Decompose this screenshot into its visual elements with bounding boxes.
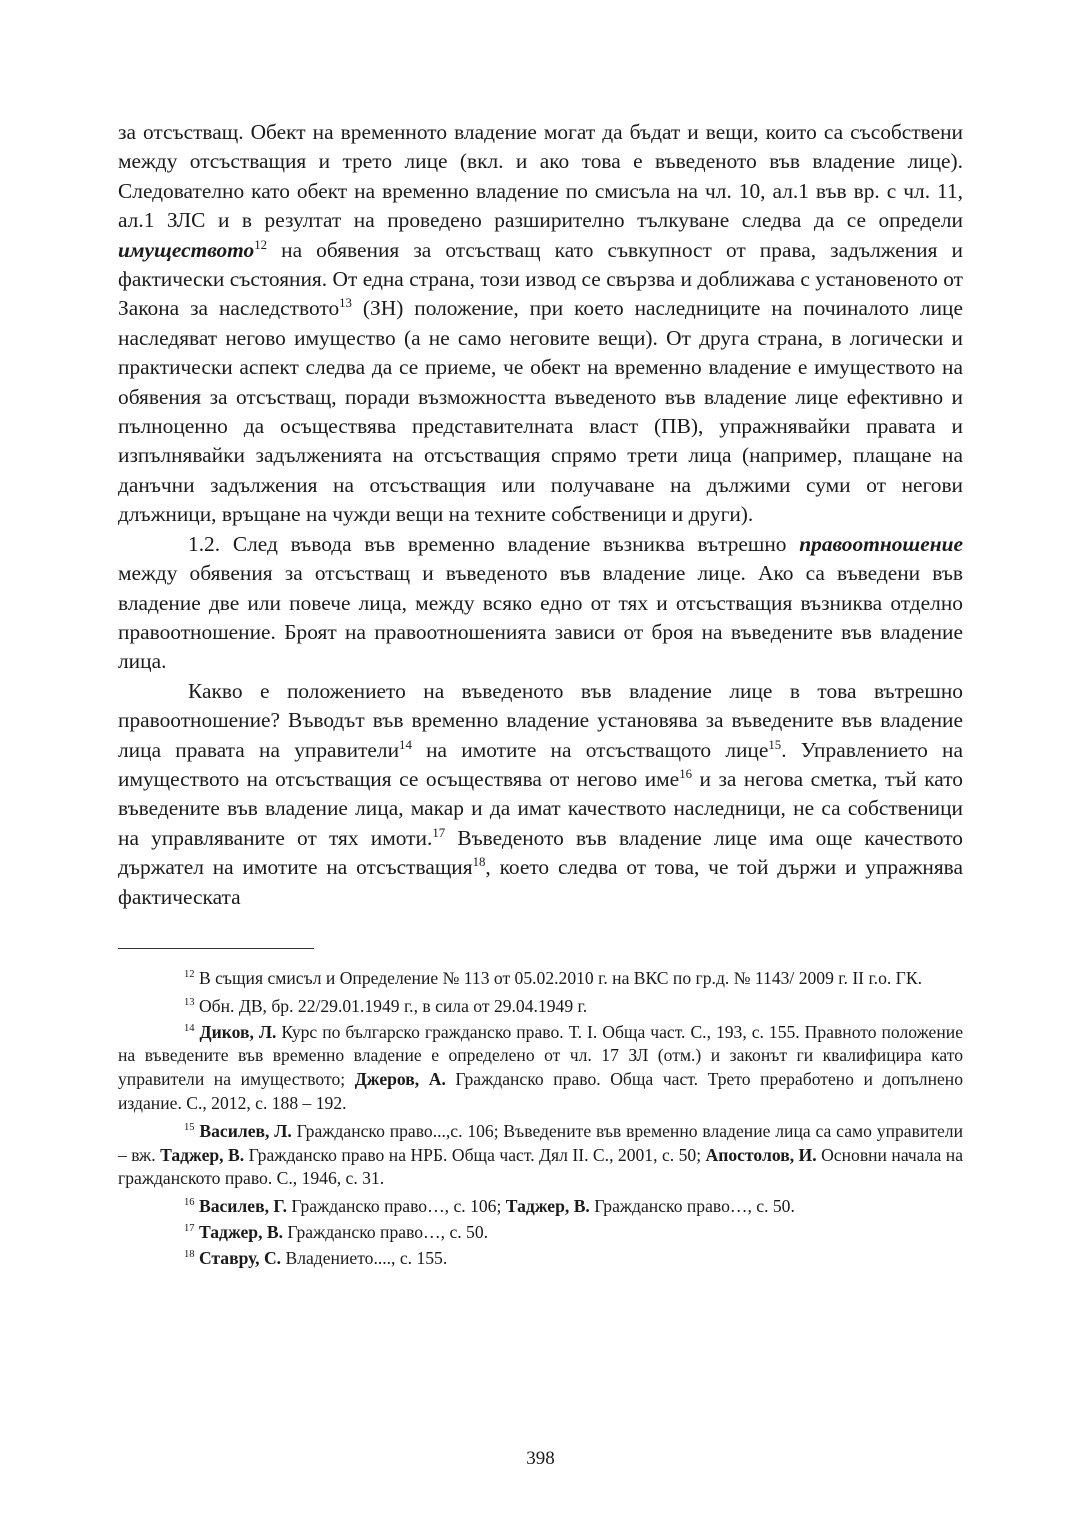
footnote-12 xyxy=(118,967,963,991)
footnote-separator xyxy=(118,948,314,949)
footnote-text: Гражданско право…, с. 50. xyxy=(589,1196,795,1217)
footnote-ref-13[interactable]: 13 xyxy=(339,296,352,311)
author-name: Джеров, А. xyxy=(354,1069,446,1090)
text-run: Въведеното във владение лице има още качеството държател на имотите на отсъстващия xyxy=(118,825,963,880)
author-name: Таджер, В. xyxy=(505,1196,590,1217)
footnote-number: 17 xyxy=(184,1223,195,1235)
footnote-14 xyxy=(118,1021,963,1116)
footnote-ref-14[interactable]: 14 xyxy=(399,737,412,752)
footnote-ref-18[interactable]: 18 xyxy=(472,855,486,870)
footnote-16 xyxy=(118,1195,963,1219)
author-name: Василев, Л. xyxy=(199,1120,292,1141)
footnote-number: 15 xyxy=(184,1121,195,1133)
paragraph-1 xyxy=(118,118,963,530)
text-run: 1.2. След въвода във временно владение възниква вътрешно xyxy=(188,531,800,556)
text-run: Какво е положението на въведеното във владение лице в това вътрешно правоотношение? Въводът във временно владение установява за въведените във владение лица правата на управители xyxy=(118,678,963,762)
footnote-text: Курс по българско гражданско право. Т. I. Обща част. С., 193, с. 155. Правното положение на въведените във временно владение е определено от чл. 17 ЗЛ (отм.) и законът ги квалифицира като управители на имуществото; xyxy=(118,1021,964,1090)
footnote-number: 18 xyxy=(184,1248,195,1260)
footnote-15 xyxy=(118,1120,963,1191)
footnote-ref-17[interactable]: 17 xyxy=(432,825,446,840)
footnote-text: Гражданско право…, с. 106; xyxy=(287,1196,506,1217)
footnote-text: В същия смисъл и Определение № 113 от 05.02.2010 г. на ВКС по гр.д. № 1143/ 2009 г. II г.о. ГК. xyxy=(194,967,922,988)
footnote-text: Гражданско право. Обща част. Трето преработено и допълнено издание. С., 2012, с. 188 – 192. xyxy=(118,1069,964,1113)
main-text xyxy=(118,118,963,912)
emphasis-term: правоотношение xyxy=(799,531,963,556)
text-run: и за негова сметка, тъй като въведените във владение лица, макар и да имат качеството наследници, не са собственици на управляваните от тях имоти. xyxy=(118,766,964,850)
footnote-18 xyxy=(118,1247,963,1271)
author-name: Василев, Г. xyxy=(198,1196,288,1217)
author-name: Диков, Л. xyxy=(199,1021,277,1042)
footnote-ref-16[interactable]: 16 xyxy=(679,766,693,781)
document-page xyxy=(118,118,964,1469)
text-run: (ЗН) положение, при което наследниците на починалото лице наследяват негово имущество (а не само неговите вещи). От друга страна, в логически и практически аспект следва да се приеме, че обект на временно владение е имуществото на обявения за отсъстващ, поради възможността въведеното във владение лице ефективно и пълноценно да осъществява представителната власт (ПВ), упражнявайки правата и изпълнявайки задълженията на отсъстващия спрямо трети лица (например, плащане на данъчни задължения на отсъстващия или получаване на дължими суми от негови длъжници, връщане на чужди вещи на техните собственици и други). xyxy=(118,296,963,527)
footnote-text: Гражданско право на НРБ. Обща част. Дял II. С., 2001, с. 50; xyxy=(244,1144,706,1165)
footnote-text: Основни начала на гражданското право. С., 1946, с. 31. xyxy=(118,1144,964,1189)
author-name: Апостолов, И. xyxy=(705,1144,817,1165)
footnote-text: Обн. ДВ, бр. 22/29.01.1949 г., в сила от 29.04.1949 г. xyxy=(194,995,588,1016)
footnote-ref-12[interactable]: 12 xyxy=(254,237,268,252)
footnote-number: 16 xyxy=(184,1197,195,1209)
footnote-number: 13 xyxy=(184,996,195,1008)
author-name: Таджер, В. xyxy=(160,1144,245,1165)
footnote-number: 12 xyxy=(184,969,195,981)
paragraph-3 xyxy=(118,677,963,912)
text-run: . Управлението на имуществото на отсъстващия се осъществява от негово име xyxy=(118,737,964,791)
footnote-number: 14 xyxy=(184,1022,195,1034)
text-run: , което следва от това, че той държи и упражнява фактическата xyxy=(118,855,963,909)
author-name: Ставру, С. xyxy=(198,1247,282,1268)
text-run: на обявения за отсъстващ като съвкупност от права, задължения и фактически състояния. От една страна, този извод се свързва и доближава с установеното от Закона за наследството xyxy=(118,237,963,321)
text-run: между обявения за отсъстващ и въведеното във владение лице. Ако са въведени във владение две или повече лица, между всяко едно от тях и отсъстващия възниква отделно правоотношение. Броят на правоотношенията зависи от броя на въведените във владение лица. xyxy=(118,561,963,674)
footnote-ref-15[interactable]: 15 xyxy=(768,737,782,752)
footnote-text: Гражданско право…, с. 50. xyxy=(283,1221,489,1242)
text-run: на имотите на отсъстващото лице xyxy=(411,737,769,762)
footnote-13 xyxy=(118,995,963,1019)
text-run: за отсъстващ. Обект на временното владение могат да бъдат и вещи, които са съсобствени между отсъстващия и трето лице (вкл. и ако това е въведеното във владение лице). Следователно като обект на временно владение по смисъла на чл. 10, ал.1 във вр. с чл. 11, ал.1 ЗЛС и в резултат на проведено разширително тълкуване следва да се определи xyxy=(118,120,963,233)
footnotes xyxy=(118,967,963,1271)
footnote-text: Владението...., с. 155. xyxy=(281,1247,448,1268)
author-name: Таджер, В. xyxy=(198,1221,283,1242)
footnote-17 xyxy=(118,1221,963,1245)
page-number: 398 xyxy=(526,1448,555,1469)
footnote-text: Гражданско право...,с. 106; Въведените във временно владение лица са само управители – вж. xyxy=(118,1120,964,1165)
paragraph-2 xyxy=(118,530,963,677)
emphasis-term: имуществото xyxy=(118,237,255,262)
